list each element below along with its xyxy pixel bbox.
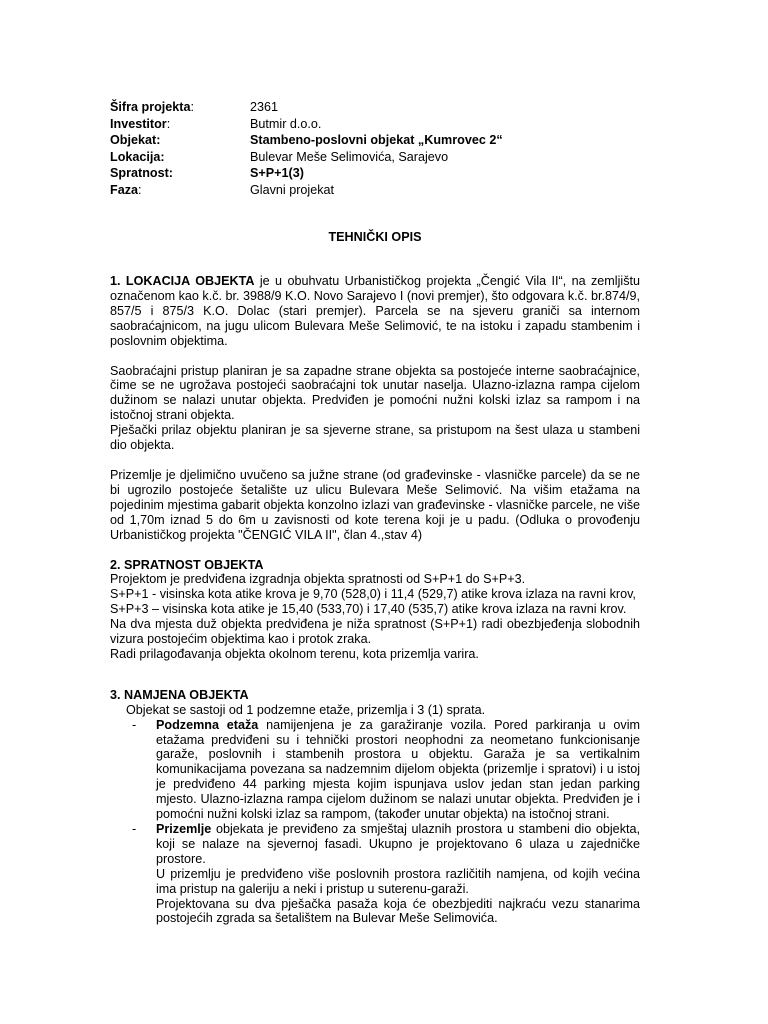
- header-label: Objekat:: [110, 133, 161, 147]
- section-line: Radi prilagođavanja objekta okolnom terenu, kota prizemlja varira.: [110, 646, 479, 661]
- list-item-title: Podzemna etaža: [156, 717, 259, 732]
- section-line: S+P+1 - visinska kota atike krova je 9,70 (528,0) i 11,4 (529,7) atike krova izlaza na ravni krov,: [110, 587, 636, 602]
- header-row-objekat: [110, 133, 640, 150]
- header-row-sifra: [110, 100, 640, 117]
- header-value: 2361: [250, 100, 279, 114]
- list-item-text: objekata je previđeno za smještaj ulaznih prostora u stambeni dio objekta, koji se nalaze na sjevernoj fasadi. Ukupno je projektovano 6 ulaza u zajedničke prostore.: [156, 822, 640, 866]
- section-lokacija: [110, 274, 640, 543]
- list-item-podzemna: [110, 718, 640, 822]
- list-item-title: Prizemlje: [156, 822, 212, 836]
- header-row-faza: [110, 183, 640, 200]
- dash-bullet: -: [132, 822, 137, 836]
- section-heading: 2. SPRATNOST OBJEKTA: [110, 557, 264, 572]
- header-label: Šifra projekta: [110, 100, 191, 114]
- header-label: Faza: [110, 182, 138, 197]
- section-line: S+P+3 – visinska kota atike je 15,40 (533,70) i 17,40 (535,7) atike krova izlaza na ravni krov.: [110, 602, 627, 617]
- header-colon: :: [190, 100, 194, 114]
- dash-bullet: -: [132, 717, 137, 732]
- document-page: [110, 100, 640, 926]
- header-value: Butmir d.o.o.: [250, 116, 322, 131]
- section-line: Na dva mjesta duž objekta predviđena je niža spratnost (S+P+1) radi obezbjeđenja slobodnih vizura postojećim objektima kao i protok zraka.: [110, 617, 640, 647]
- section-text: je u obuhvatu Urbanističkog projekta „Čengić Vila II“, na zemljištu označenom kao k.č. br. 3988/9 K.O. Novo Sarajevo I (novi premjer), što odgovara k.č. br.874/9, 857/5 i 875/3 K.O. Dolac (stari premjer). Parcela se na sjeveru graniči sa internom saobraćajnicom, na jugu ulicom Bulevara Meše Selimović, te na istoku i zapadu stambenim i poslovnim objektima.: [110, 274, 640, 348]
- section-paragraph: [110, 274, 640, 349]
- namjena-list: [110, 718, 640, 927]
- header-colon: :: [166, 116, 171, 131]
- list-item-paragraph: Projektovana su dva pješačka pasaža koja će obezbjediti najkraću vezu stanarima postojećih zgrada sa šetalištem na Bulevar Meše Selimovića.: [156, 896, 640, 926]
- section-intro: Objekat se sastoji od 1 podzemne etaže, prizemlja i 3 (1) sprata.: [126, 702, 486, 717]
- header-colon: :: [138, 182, 142, 197]
- project-header: [110, 100, 640, 199]
- section-paragraph: Pješački prilaz objektu planiran je sa sjeverne strane, sa pristupom na šest ulaza u stambeni dio objekta.: [110, 423, 640, 453]
- header-row-investitor: [110, 117, 640, 134]
- header-value: Stambeno-poslovni objekat „Kumrovec 2“: [250, 133, 503, 147]
- header-value: Bulevar Meše Selimovića, Sarajevo: [250, 149, 449, 164]
- header-label: Lokacija:: [110, 149, 165, 164]
- header-value: Glavni projekat: [250, 182, 334, 197]
- header-label: Investitor: [110, 116, 167, 131]
- section-line: Projektom je predviđena izgradnja objekta spratnosti od S+P+1 do S+P+3.: [110, 572, 526, 587]
- section-heading: 3. NAMJENA OBJEKTA: [110, 687, 249, 702]
- list-item-text: namijenjena je za garažiranje vozila. Pored parkiranja u ovim etažama predviđeni su i tehnički prostori neophodni za neometano funkcionisanje garaže, poslovnih i stambenih prostora u objektu. Garaža je sa vertikalnim komunikacijama povezana sa nadzemnim dijelom objekta (prizemlje i spratovi) i u istoj je predviđeno 44 parking mjesta kojim ispunjava uslov jedan stan jedan parking mjesto. Ulazno-izlazna rampa cijelom dužinom se nalazi unutar objekta. Predviđen je i pomoćni nužni kolski izlaz sa rampom, (također unutar objekta) na istočnoj strani.: [156, 717, 641, 822]
- header-row-lokacija: [110, 150, 640, 167]
- section-paragraph: Saobraćajni pristup planiran je sa zapadne strane objekta sa postojeće interne saobraćajnice, čime se ne ugrožava postojeći saobraćajni tok unutar naselja. Ulazno-izlazna rampa cijelom dužinom se nalazi unutar objekta. Predviđen je pomoćni nužni kolski izlaz sa rampom i na istočnoj strani objekta.: [110, 363, 640, 423]
- list-item-prizemlje: [110, 822, 640, 926]
- section-paragraph: Prizemlje je djelimično uvučeno sa južne strane (od građevinske - vlasničke parcele) da se ne bi ugrozilo postojeće šetalište uz ulicu Bulevara Meše Selimović. Na višim etažama na pojedinim mjestima gabarit objekta konzolno izlazi van građevinske - vlasničke parcele, ne više od 1,70m iznad 5 do 6m u zavisnosti od kote terena koji je u padu. (Odluka o provođenju Urbanističkog projekta "ČENGIĆ VILA II", član 4.,stav 4): [110, 467, 640, 542]
- document-title: TEHNIČKI OPIS: [328, 230, 422, 244]
- section-namjena: [110, 688, 640, 927]
- header-label: Spratnost:: [110, 166, 173, 180]
- header-value: S+P+1(3): [250, 166, 304, 180]
- header-row-spratnost: [110, 166, 640, 183]
- section-heading: 1. LOKACIJA OBJEKTA: [110, 274, 255, 288]
- section-spratnost: [110, 558, 640, 662]
- list-item-paragraph: U prizemlju je predviđeno više poslovnih prostora različitih namjena, od kojih većina ima pristup na galeriju a neki i pristup u suterenu-garaži.: [156, 866, 640, 896]
